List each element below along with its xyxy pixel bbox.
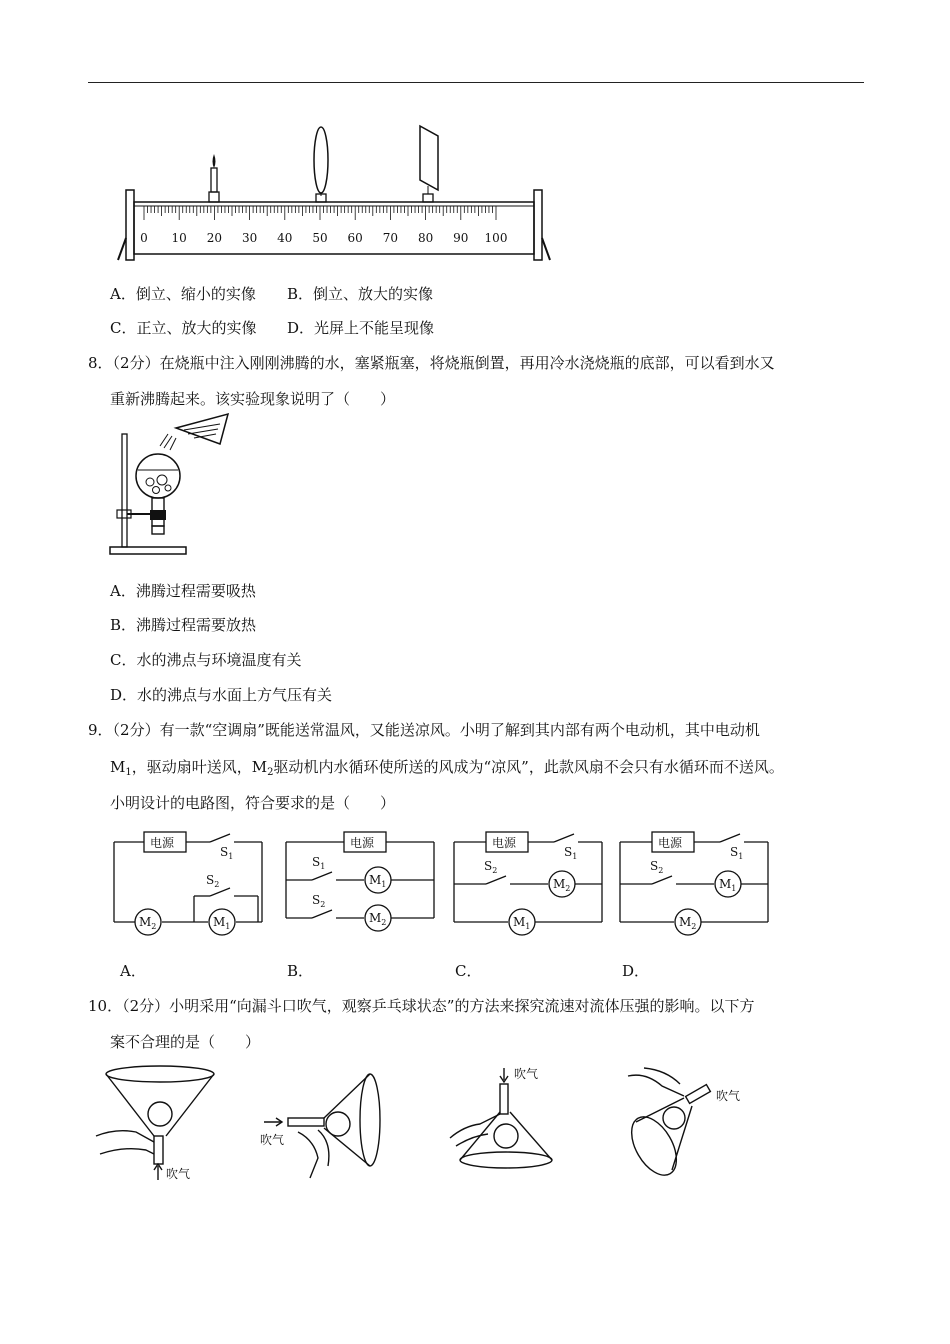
circuit-b[interactable] <box>282 828 440 938</box>
optical-bench-figure <box>110 120 560 270</box>
q9-score: （2分） <box>112 721 160 739</box>
circuit-d[interactable] <box>616 828 774 938</box>
q9-m1-letter: M <box>110 758 126 776</box>
circuit-d-power: 电源 <box>658 836 683 850</box>
q9-m2-sub: 2 <box>267 767 274 778</box>
ruler-tick-label: 40 <box>277 231 293 245</box>
svg-text:S2: $S_2$ <box>312 893 326 909</box>
q9-stem-mid: ，驱动扇叶送风，M <box>131 758 268 776</box>
cold-water-beaker <box>160 414 228 450</box>
funnel-d-label: 吹气 <box>716 1089 741 1103</box>
svg-text:M2: $M_2$ <box>369 911 387 927</box>
inverted-flask-figure <box>110 414 230 564</box>
q8-stem-line1 <box>88 353 775 373</box>
ruler-tick-label: 30 <box>241 231 258 245</box>
q8-option-a[interactable]: A．沸腾过程需要吸热 <box>110 582 256 600</box>
svg-text:M1: $M_1$ <box>719 877 737 893</box>
candle <box>209 154 219 202</box>
q7-option-a[interactable]: A．倒立、缩小的实像 <box>110 285 256 303</box>
q8-score: （2分） <box>112 354 160 372</box>
bench-right-foot <box>542 238 550 260</box>
ruler-tick-labels <box>140 231 507 245</box>
light-screen <box>420 126 438 202</box>
bench-right-stand <box>534 190 542 260</box>
ruler-tick-label: 100 <box>484 231 508 245</box>
q10-stem-line1 <box>88 996 754 1016</box>
ruler-tick-label: 60 <box>347 231 363 245</box>
svg-text:S2: $S_2$ <box>206 873 220 889</box>
q10-number: 10． <box>88 997 123 1015</box>
convex-lens <box>314 127 328 202</box>
q7-option-d[interactable]: D．光屏上不能呈现像 <box>287 319 435 337</box>
svg-text:M2: $M_2$ <box>139 915 157 931</box>
q8-stem-line2: 重新沸腾起来。该实验现象说明了（ ） <box>110 390 396 408</box>
q8-stem-text: 在烧瓶中注入刚刚沸腾的水，塞紧瓶塞，将烧瓶倒置，再用冷水浇烧瓶的底部，可以看到水又 <box>159 354 775 372</box>
q8-option-c[interactable]: C．水的沸点与环境温度有关 <box>110 651 302 669</box>
bench-left-stand <box>126 190 134 260</box>
circuit-c-power: 电源 <box>492 836 517 850</box>
ruler-tick-label: 50 <box>312 231 328 245</box>
ruler-tick-label: 0 <box>140 231 148 245</box>
q9-stem-line3: 小明设计的电路图，符合要求的是（ ） <box>110 794 396 812</box>
q7-option-c[interactable]: C．正立、放大的实像 <box>110 319 257 337</box>
q9-m1-sub: 1 <box>125 767 132 778</box>
svg-text:M2: $M_2$ <box>679 915 697 931</box>
q9-label-d[interactable]: D． <box>622 962 650 980</box>
q9-stem-line2 <box>110 757 784 783</box>
q9-label-a[interactable]: A． <box>120 962 146 980</box>
q9-stem-text: 有一款“空调扇”既能送常温风，又能送凉风。小明了解到其内部有两个电动机，其中电动机 <box>159 721 760 739</box>
round-flask <box>136 454 180 534</box>
q9-stem-post: 驱动机内水循环使所送的风成为“凉风”，此款风扇不会只有水循环而不送风。 <box>273 758 784 776</box>
header-rule <box>88 82 864 83</box>
svg-text:M1: $M_1$ <box>213 915 231 931</box>
svg-text:M2: $M_2$ <box>553 877 571 893</box>
q10-score: （2分） <box>122 997 170 1015</box>
svg-text:M1: $M_1$ <box>513 915 531 931</box>
funnel-figure-a[interactable] <box>96 1062 246 1182</box>
svg-text:S1: $S_1$ <box>730 845 744 861</box>
svg-text:M1: $M_1$ <box>369 873 387 889</box>
circuit-a-power: 电源 <box>150 836 175 850</box>
ruler-tick-label: 10 <box>171 231 187 245</box>
funnel-figure-b[interactable] <box>258 1066 388 1182</box>
svg-text:S1: $S_1$ <box>564 845 578 861</box>
funnel-figure-c[interactable] <box>446 1066 576 1182</box>
q10-stem-line2: 案不合理的是（ ） <box>110 1033 261 1051</box>
ruler-tick-label: 80 <box>417 231 434 245</box>
q9-number: 9． <box>88 721 113 739</box>
q9-label-c[interactable]: C． <box>455 962 482 980</box>
funnel-figure-d[interactable] <box>614 1066 754 1182</box>
q7-option-b[interactable]: B．倒立、放大的实像 <box>287 285 434 303</box>
ruler-tick-label: 20 <box>206 231 223 245</box>
svg-text:S1: $S_1$ <box>220 845 234 861</box>
q8-number: 8． <box>88 354 113 372</box>
svg-text:S2: $S_2$ <box>484 859 498 875</box>
circuit-c[interactable] <box>450 828 608 938</box>
funnel-c-label: 吹气 <box>514 1067 539 1081</box>
q8-option-b[interactable]: B．沸腾过程需要放热 <box>110 616 257 634</box>
q10-stem-text: 小明采用“向漏斗口吹气，观察乒乓球状态”的方法来探究流速对流体压强的影响。以下方 <box>169 997 755 1015</box>
funnel-a-label: 吹气 <box>166 1167 191 1181</box>
stand-base <box>110 547 186 554</box>
ruler-tick-label: 70 <box>382 231 399 245</box>
ruler-tick-label: 90 <box>453 231 469 245</box>
funnel-b-label: 吹气 <box>260 1133 285 1147</box>
circuit-a[interactable] <box>110 828 268 938</box>
circuit-b-power: 电源 <box>350 836 375 850</box>
q9-stem-line1 <box>88 720 760 740</box>
ruler-ticks <box>144 206 496 220</box>
svg-text:S2: $S_2$ <box>650 859 664 875</box>
q8-option-d[interactable]: D．水的沸点与水面上方气压有关 <box>110 686 333 704</box>
bench-left-foot <box>118 238 126 260</box>
stand-rod <box>122 434 127 547</box>
svg-text:S1: $S_1$ <box>312 855 326 871</box>
q9-label-b[interactable]: B． <box>287 962 314 980</box>
